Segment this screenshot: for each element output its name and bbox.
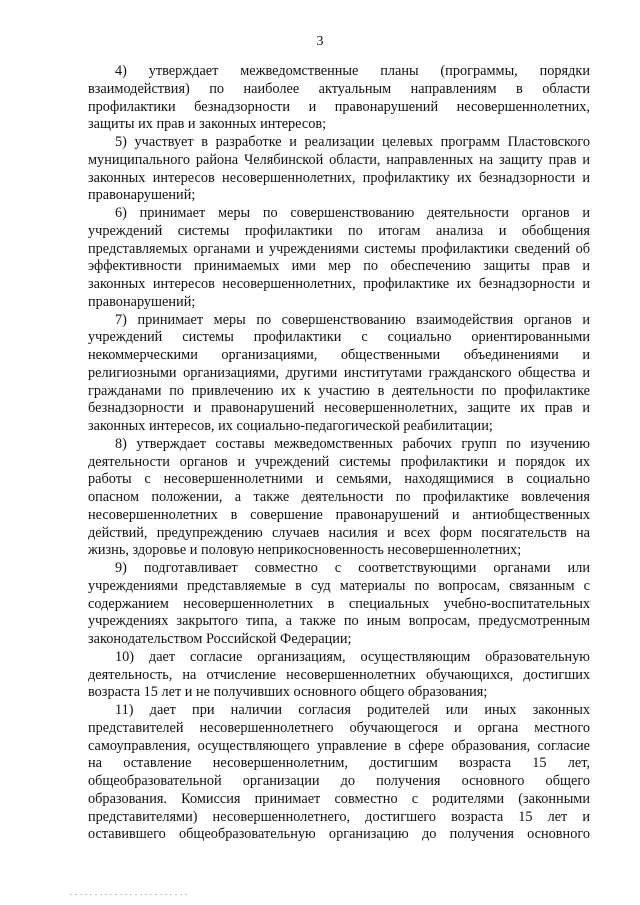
- text-line: 8) утверждает составы межведомственных рабочих групп по изучению: [115, 435, 590, 452]
- text-line: законных интересов, их социально-педагогической реабилитации;: [88, 418, 493, 434]
- text-line: деятельности органов и учреждений системы профилактики и порядок их: [88, 453, 590, 470]
- text-line: 6) принимает меры по совершенствованию деятельности органов и: [115, 205, 590, 221]
- text-line: на оставление несовершеннолетним, достигшим возраста 15 лет,: [88, 755, 590, 772]
- text-line: 11) дает при наличии согласия родителей или иных законных: [115, 702, 590, 718]
- text-line: безнадзорности и правонарушений несовершеннолетних, защите их прав и: [88, 400, 590, 417]
- text-line: опасном положении, а также деятельности по профилактике вовлечения: [88, 489, 590, 505]
- text-line: работы с несовершеннолетними и семьями, находящимися в социально: [88, 471, 590, 488]
- text-line: профилактики безнадзорности и правонарушений несовершеннолетних,: [88, 98, 590, 115]
- text-line: учреждений системы профилактики с социально ориентированными: [88, 329, 590, 346]
- text-line: учреждениями представляемые в суд материалы по вопросам, связанным с: [88, 577, 590, 594]
- text-line: оставившего общеобразовательную организацию до получения основного: [88, 826, 590, 843]
- text-line: образования. Комиссия принимает совместно с родителями (законными: [88, 790, 590, 807]
- text-line: учреждениях закрытого типа, а также по иным вопросам, предусмотренным: [88, 613, 590, 630]
- text-line: взаимодействия) по наиболее актуальным направлениям в области: [88, 80, 590, 97]
- text-line: защиты их прав и законных интересов;: [88, 116, 327, 133]
- text-line: религиозными организациями, другими институтами гражданского общества и: [88, 364, 590, 381]
- text-line: возраста 15 лет и не получивших основного общего образования;: [88, 684, 488, 701]
- text-line: законных интересов несовершеннолетних, профилактику их безнадзорности и: [88, 169, 590, 186]
- text-line: представителями) несовершеннолетнего, достигшего возраста 15 лет и: [88, 808, 590, 825]
- text-line: 4) утверждает межведомственные планы (программы, порядки: [115, 63, 590, 79]
- text-line: общеобразовательной организации до получения основного общего: [88, 773, 590, 789]
- text-line: 5) участвует в разработке и реализации целевых программ Пластовского: [115, 134, 590, 150]
- scan-artifact-line: [70, 894, 190, 895]
- text-line: самоуправления, осуществляющего управление в сфере образования, согласие: [88, 737, 590, 754]
- body-text: [88, 63, 590, 844]
- text-line: учреждений системы профилактики по итогам анализа и обобщения: [88, 222, 590, 239]
- text-line: законных интересов несовершеннолетних, профилактике их безнадзорности и: [88, 276, 590, 292]
- text-line: 9) подготавливает совместно с соответствующими органами или: [115, 560, 590, 576]
- text-line: 10) дает согласие организациям, осуществляющим образовательную: [115, 648, 590, 665]
- text-line: жизнь, здоровье и половую неприкосновенность несовершеннолетних;: [88, 542, 522, 559]
- text-line: 7) принимает меры по совершенствованию взаимодействия органов и: [115, 311, 590, 328]
- text-line: деятельность, на отчисление несовершеннолетних обучающихся, достигших: [88, 666, 590, 683]
- text-line: некоммерческими организациями, общественными объединениями и: [88, 347, 590, 363]
- text-line: представителей несовершеннолетнего обучающегося и органа местного: [88, 719, 590, 736]
- text-line: правонарушений;: [88, 293, 196, 310]
- text-line: представляемых органами и учреждениями системы профилактики сведений об: [88, 240, 590, 257]
- text-line: содержанием несовершеннолетних в специальных учебно-воспитательных: [88, 595, 590, 612]
- text-line: законодательством Российской Федерации;: [88, 631, 352, 647]
- text-line: гражданами по привлечению их к участию в деятельности по профилактике: [88, 382, 590, 399]
- text-line: правонарушений;: [88, 187, 196, 204]
- text-line: эффективности принимаемых ими мер по обеспечению защиты прав и: [88, 258, 590, 275]
- text-line: действий, предупреждению случаев насилия и всех форм посягательств на: [88, 524, 590, 541]
- text-line: несовершеннолетних в совершение правонарушений и антиобщественных: [88, 506, 590, 523]
- text-line: муниципального района Челябинской области, направленных на защиту прав и: [88, 151, 590, 168]
- page-number: 3: [316, 34, 324, 49]
